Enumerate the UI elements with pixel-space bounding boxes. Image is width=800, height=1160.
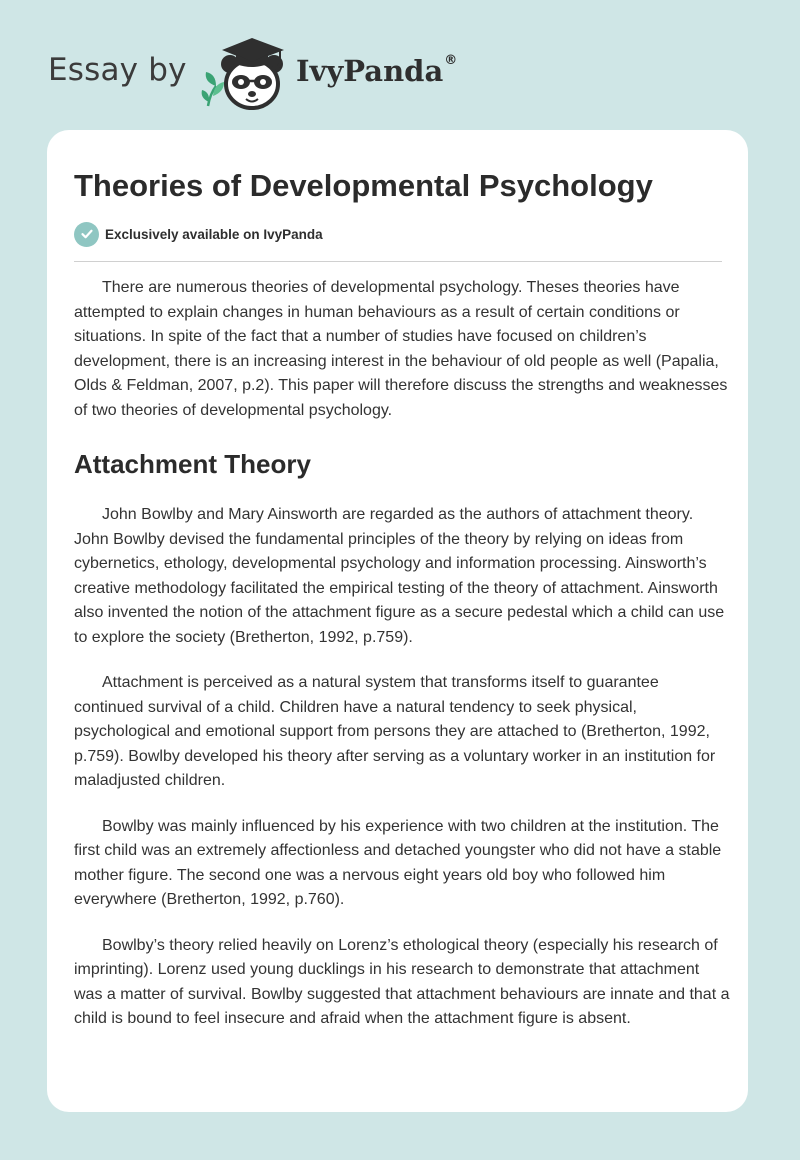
- divider: [74, 261, 722, 262]
- essay-card: [47, 130, 748, 1112]
- essay-title: Theories of Developmental Psychology: [74, 168, 653, 203]
- badge-label: Exclusively available on IvyPanda: [105, 226, 323, 242]
- exclusive-badge: [74, 221, 323, 247]
- check-circle-icon: [74, 222, 99, 247]
- brand-prefix: Essay by: [48, 52, 187, 88]
- body-paragraph: Bowlby was mainly influenced by his experience with two children at the institution. The first child was an extremely affectionless and detached youngster who did not have a stable mother figure. The second one was a nervous eight years old boy who followed him everywhere (Bretherton, 1992, p.760).: [74, 817, 722, 908]
- brand-name: IvyPanda®: [296, 53, 458, 88]
- essay-body: [74, 276, 730, 1053]
- section-heading: Attachment Theory: [74, 449, 311, 479]
- body-paragraph: Attachment is perceived as a natural system that transforms itself to guarantee continued survival of a child. Children have a natural tendency to seek physical, psychological and emotional support from persons they are attached to (Bretherton, 1992, p.759). Bowlby developed his theory after serving as a voluntary worker in an institution for maladjusted children.: [74, 674, 716, 789]
- panda-graduate-logo-icon: [200, 34, 292, 114]
- intro-paragraph: There are numerous theories of developmental psychology. Theses theories have attempted to explain changes in human behaviours as a result of certain conditions or situations. In spite of the fact that a number of studies have focused on children’s development, there is an increasing interest in the behaviour of old people as well (Papalia, Olds & Feldman, 2007, p.2). This paper will therefore discuss the strengths and weaknesses of two theories of developmental psychology.: [74, 279, 728, 419]
- body-paragraph: John Bowlby and Mary Ainsworth are regarded as the authors of attachment theory. John Bowlby devised the fundamental principles of the theory by relying on ideas from cybernetics, ethology, developmental psychology and information processing. Ainsworth’s creative methodology facilitated the empirical testing of the theory of attachment. Ainsworth also invented the notion of the attachment figure as a secure pedestal which a child can use to explore the society (Bretherton, 1992, p.759).: [74, 506, 725, 646]
- body-paragraph: Bowlby’s theory relied heavily on Lorenz’s ethological theory (especially his research of imprinting). Lorenz used young ducklings in his research to demonstrate that attachment was a matter of survival. Bowlby suggested that attachment behaviours are innate and that a child is bound to feel insecure and afraid when the attachment figure is absent.: [74, 936, 730, 1027]
- registered-mark: ®: [444, 53, 458, 69]
- site-brand[interactable]: [48, 34, 508, 114]
